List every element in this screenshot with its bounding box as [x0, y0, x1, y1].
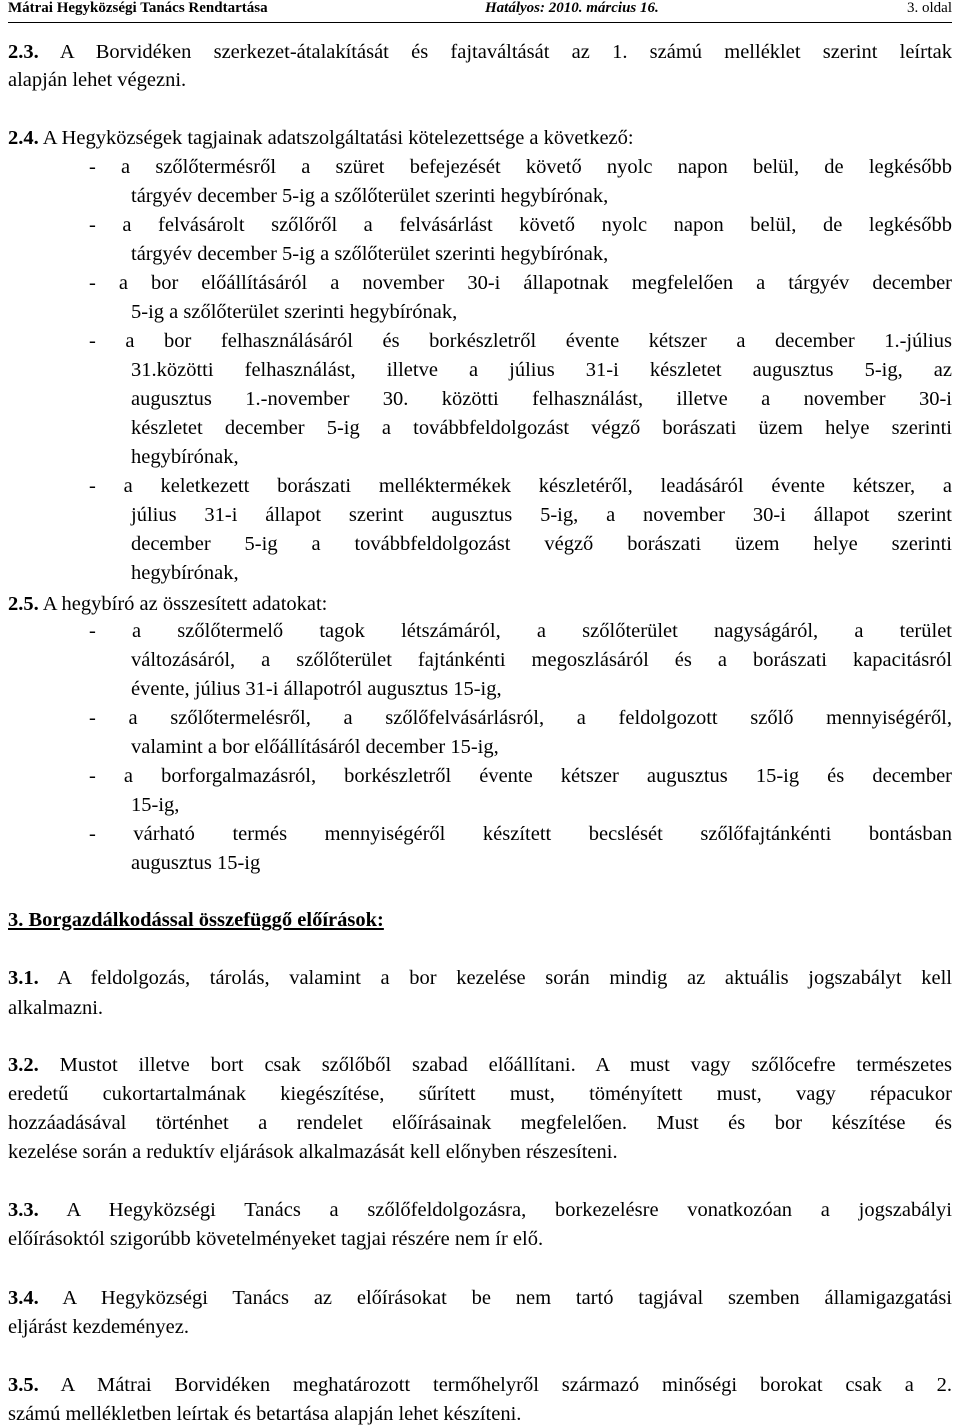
text-line: tárgyév december 5-ig a szőlőterület szerinti hegybírónak,	[131, 243, 609, 265]
paragraph-number: 3.2.	[8, 1054, 39, 1076]
text-line: 3.5. A Mátrai Borvidéken meghatározott termőhelyről származó minőségi borokat csak a 2.	[8, 1374, 952, 1396]
text-line: alapján lehet végezni.	[8, 69, 187, 91]
text-line: 2.4. A Hegyközségek tagjainak adatszolgáltatási kötelezettsége a következő:	[8, 127, 634, 149]
text-line: július 31-i állapot szerint augusztus 5-ig, a november 30-i állapot szerint	[131, 504, 952, 526]
paragraph-number: 3.3.	[8, 1199, 39, 1221]
text-line: - a szőlőtermelésről, a szőlőfelvásárlásról, a feldolgozott szőlő mennyiségéről,	[89, 707, 952, 729]
text-line: készletet december 5-ig a továbbfeldolgozást végző borászati üzem helye szerinti	[131, 417, 952, 439]
text-line: eredetű cukortartalmának kiegészítése, sűrített must, töményített must, vagy répacukor	[8, 1083, 952, 1105]
text-line: alkalmazni.	[8, 997, 104, 1019]
text-line: - a szőlőtermelő tagok létszámáról, a szőlőterület nagyságáról, a terület	[89, 620, 952, 642]
text-line: december 5-ig a továbbfeldolgozást végző borászati üzem helye szerinti	[131, 533, 952, 555]
section-heading: 3. Borgazdálkodással összefüggő előírások:	[8, 909, 384, 931]
text-line: hegybírónak,	[131, 446, 239, 468]
text-line: - a felvásárolt szőlőről a felvásárlást követő nyolc napon belül, de legkésőbb	[89, 214, 952, 236]
text-line: 3.1. A feldolgozás, tárolás, valamint a bor kezelése során mindig az aktuális jogszabályt kell	[8, 967, 952, 989]
text-line: tárgyév december 5-ig a szőlőterület szerinti hegybírónak,	[131, 185, 609, 207]
text-line: - a szőlőtermésről a szüret befejezését követő nyolc napon belül, de legkésőbb	[89, 156, 952, 178]
text-line: 31.közötti felhasználást, illetve a július 31-i készletet augusztus 5-ig, az	[131, 359, 952, 381]
text-line: 5-ig a szőlőterület szerinti hegybírónak,	[131, 301, 458, 323]
text-line: augusztus 1.-november 30. közötti felhasználást, illetve a november 30-i	[131, 388, 952, 410]
paragraph-number: 3.4.	[8, 1287, 39, 1309]
text-line: hegybírónak,	[131, 562, 239, 584]
text-line: 3.2. Mustot illetve bort csak szőlőből szabad előállítani. A must vagy szőlőcefre természetes	[8, 1054, 952, 1076]
text-line: augusztus 15-ig	[131, 852, 261, 874]
text-line: - a bor előállításáról a november 30-i állapotnak megfelelően a tárgyév december	[89, 272, 952, 294]
text-line: változásáról, a szőlőterület fajtánkénti megoszlásáról és a borászati kapacitásról	[131, 649, 952, 671]
text-line: kezelése során a reduktív eljárások alkalmazását kell előnyben részesíteni.	[8, 1141, 618, 1163]
header-title: Mátrai Hegyközségi Tanács Rendtartása	[8, 0, 268, 16]
text-line: számú mellékletben leírtak és betartása alapján lehet készíteni.	[8, 1403, 522, 1425]
header-effective-date: Hatályos: 2010. március 16.	[485, 0, 659, 16]
paragraph-number: 3.1.	[8, 967, 39, 989]
page-header	[8, 0, 952, 23]
text-line: évente, július 31-i állapotról augusztus 15-ig,	[131, 678, 502, 700]
text-line: - a borforgalmazásról, borkészletről évente kétszer augusztus 15-ig és december	[89, 765, 952, 787]
paragraph-number: 2.5.	[8, 593, 39, 615]
text-line: 15-ig,	[131, 794, 180, 816]
paragraph-number: 3.5.	[8, 1374, 39, 1396]
paragraph-number: 2.4.	[8, 127, 39, 149]
text-line: 2.5. A hegybíró az összesített adatokat:	[8, 593, 328, 615]
text-line: - a bor felhasználásáról és borkészletről évente kétszer a december 1.-július	[89, 330, 952, 352]
text-line: 3.4. A Hegyközségi Tanács az előírásokat be nem tartó tagjával szemben államigazgatási	[8, 1287, 952, 1309]
text-line: eljárást kezdeményez.	[8, 1316, 189, 1338]
text-line: valamint a bor előállításáról december 15-ig,	[131, 736, 499, 758]
paragraph-number: 2.3.	[8, 41, 39, 63]
text-line: hozzáadásával történhet a rendelet előírásainak megfelelően. Must és bor készítése és	[8, 1112, 952, 1134]
text-line: 3.3. A Hegyközségi Tanács a szőlőfeldolgozásra, borkezelésre vonatkozóan a jogszabályi	[8, 1199, 952, 1221]
text-line: - a keletkezett borászati melléktermékek készletéről, leadásáról évente kétszer, a	[89, 475, 952, 497]
text-line: - várható termés mennyiségéről készített becslését szőlőfajtánkénti bontásban	[89, 823, 952, 845]
text-line: előírásoktól szigorúbb követelményeket tagjai részére nem ír elő.	[8, 1228, 544, 1250]
header-page-number: 3. oldal	[907, 0, 952, 16]
text-line: 2.3. A Borvidéken szerkezet-átalakítását és fajtaváltását az 1. számú melléklet szerint leírtak	[8, 41, 952, 63]
